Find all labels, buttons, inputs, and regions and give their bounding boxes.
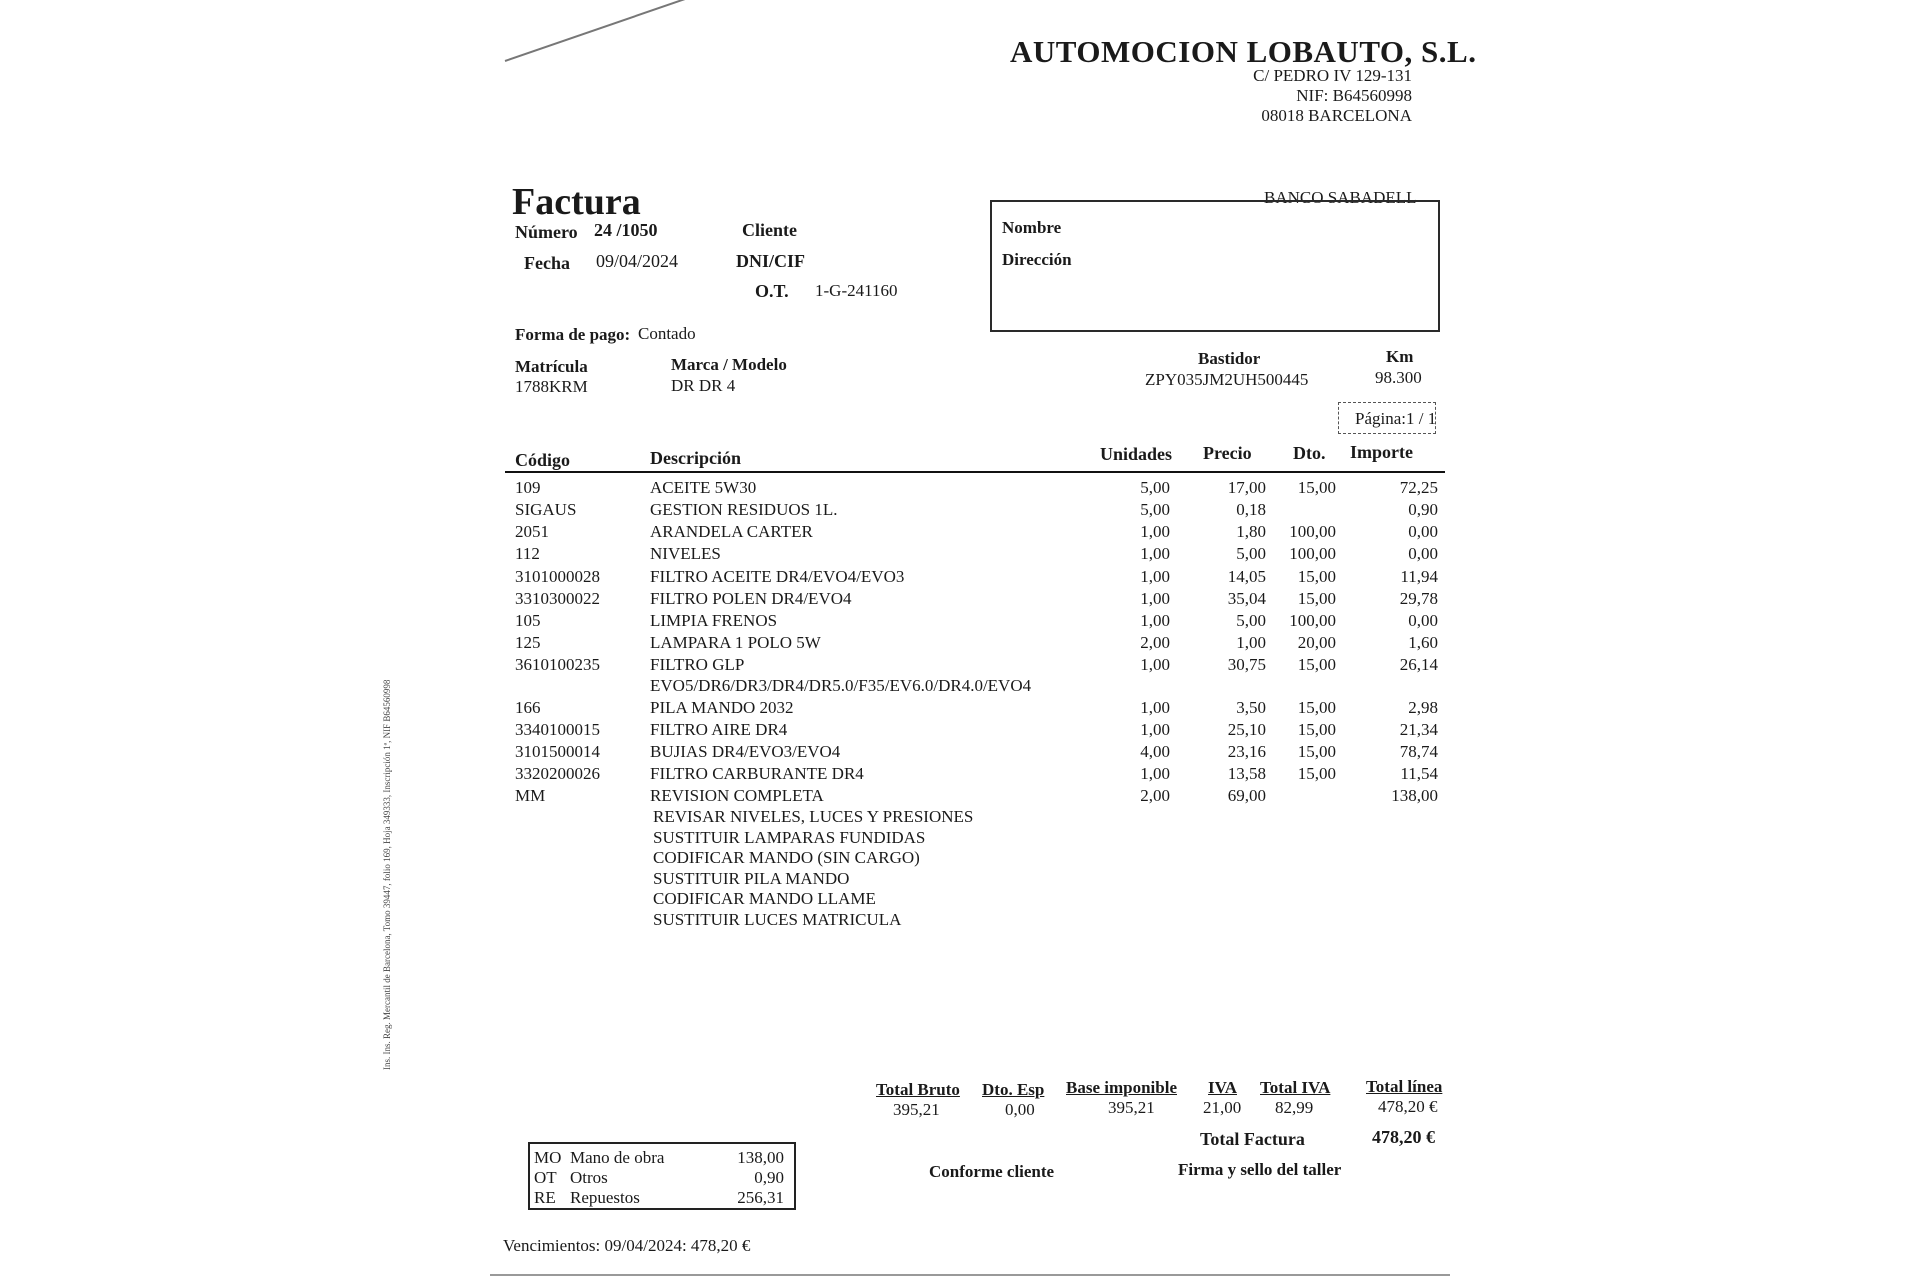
cell-dto: 15,00 [1297, 742, 1336, 761]
header-unidades: Unidades [1100, 444, 1173, 464]
cell-descripcion: LIMPIA FRENOS [650, 611, 778, 630]
page-label: Página:1 / 1 [1355, 409, 1437, 428]
cell-unidades: 5,00 [1140, 478, 1170, 497]
company-nif: NIF: B64560998 [1296, 86, 1412, 105]
cell-dto: 100,00 [1289, 522, 1336, 541]
total-factura-label: Total Factura [1200, 1129, 1305, 1149]
cell-unidades: 1,00 [1140, 764, 1170, 783]
nombre-label: Nombre [1002, 218, 1062, 237]
cell-dto: 15,00 [1297, 567, 1336, 586]
cell-unidades: 2,00 [1140, 633, 1170, 652]
matricula-value: 1788KRM [515, 377, 588, 396]
cell-descripcion: REVISION COMPLETA [650, 786, 824, 805]
cell-unidades: 5,00 [1140, 500, 1170, 519]
cell-precio: 5,00 [1236, 544, 1266, 563]
marca-label: Marca / Modelo [671, 355, 787, 374]
note-line: REVISAR NIVELES, LUCES Y PRESIONES [653, 807, 974, 826]
base-imponible-label: Base imponible [1066, 1078, 1177, 1097]
total-linea-value: 478,20 € [1378, 1097, 1438, 1116]
cell-unidades: 1,00 [1140, 522, 1170, 541]
cell-descripcion: FILTRO POLEN DR4/EVO4 [650, 589, 852, 608]
note-line: SUSTITUIR PILA MANDO [653, 868, 850, 888]
cell-importe: 0,00 [1408, 544, 1438, 563]
bastidor-label: Bastidor [1198, 349, 1261, 368]
cell-descripcion: NIVELES [650, 544, 721, 563]
total-bruto-value: 395,21 [893, 1100, 940, 1119]
cell-unidades: 1,00 [1140, 611, 1170, 630]
cell-unidades: 1,00 [1140, 544, 1170, 563]
cell-importe: 0,90 [1408, 500, 1438, 519]
bank-name: BANCO SABADELL [1264, 188, 1417, 207]
cell-precio: 5,00 [1236, 611, 1266, 630]
cell-codigo: 3340100015 [515, 720, 600, 739]
summary-value: 0,90 [754, 1168, 784, 1187]
total-factura-value: 478,20 € [1372, 1127, 1435, 1147]
cell-descripcion: GESTION RESIDUOS 1L. [650, 500, 838, 519]
cell-importe: 11,54 [1400, 764, 1438, 783]
cell-descripcion: FILTRO AIRE DR4 [650, 720, 788, 739]
numero-value: 24 /1050 [594, 220, 658, 240]
note-line: CODIFICAR MANDO LLAME [653, 889, 876, 908]
summary-value: 256,31 [737, 1188, 784, 1207]
cell-descripcion: FILTRO ACEITE DR4/EVO4/EVO3 [650, 567, 905, 586]
cell-unidades: 1,00 [1140, 589, 1170, 608]
vencimientos: Vencimientos: 09/04/2024: 478,20 € [503, 1236, 751, 1255]
company-street: C/ PEDRO IV 129-131 [1253, 66, 1412, 85]
cell-dto: 100,00 [1289, 611, 1336, 630]
cell-unidades: 1,00 [1140, 720, 1170, 739]
cell-unidades: 1,00 [1140, 655, 1170, 674]
cell-precio: 14,05 [1227, 567, 1266, 586]
cell-precio: 30,75 [1227, 655, 1266, 674]
ot-value: 1-G-241160 [815, 281, 898, 300]
cell-importe: 26,14 [1399, 655, 1438, 674]
cell-importe: 72,25 [1399, 478, 1438, 497]
cell-precio: 17,00 [1227, 478, 1266, 497]
fecha-label: Fecha [524, 253, 570, 273]
cell-dto: 15,00 [1297, 698, 1336, 717]
cell-codigo: 112 [515, 544, 540, 563]
cell-unidades: 1,00 [1140, 698, 1170, 717]
cell-dto: 15,00 [1297, 478, 1336, 497]
cell-descripcion: ACEITE 5W30 [650, 478, 757, 497]
header-rule [505, 471, 1445, 473]
header-codigo: Código [515, 450, 571, 470]
cell-descripcion: LAMPARA 1 POLO 5W [650, 633, 821, 652]
note-line: SUSTITUIR LUCES MATRICULA [653, 909, 902, 929]
cell-dto: 15,00 [1297, 589, 1336, 608]
summary-label: Mano de obra [570, 1148, 665, 1167]
cell-precio: 25,10 [1227, 720, 1266, 739]
company-city: 08018 BARCELONA [1261, 106, 1412, 125]
summary-label: Otros [570, 1168, 608, 1187]
summary-box [528, 1142, 796, 1210]
cell-dto: 15,00 [1297, 764, 1336, 783]
direccion-label: Dirección [1002, 250, 1072, 269]
header-dto: Dto. [1293, 443, 1326, 463]
cell-dto: 15,00 [1297, 655, 1336, 674]
cell-codigo: 3310300022 [515, 589, 600, 608]
cell-codigo: 166 [515, 698, 541, 717]
cell-codigo: 3610100235 [515, 655, 600, 674]
cell-codigo: 125 [515, 633, 541, 652]
summary-code: OT [534, 1168, 557, 1187]
invoice-title: Factura [512, 181, 641, 223]
base-imponible-value: 395,21 [1108, 1098, 1155, 1117]
header-importe: Importe [1350, 442, 1413, 462]
cell-descripcion: FILTRO GLP [650, 655, 745, 674]
cell-precio: 1,80 [1236, 522, 1266, 541]
header-descripcion: Descripción [650, 448, 741, 468]
forma-pago-value: Contado [638, 324, 696, 343]
cell-codigo: 3320200026 [515, 764, 600, 783]
cell-dto: 15,00 [1297, 720, 1336, 739]
cell-descripcion: ARANDELA CARTER [650, 522, 813, 541]
ot-label: O.T. [755, 281, 789, 301]
total-linea-label: Total línea [1366, 1077, 1443, 1096]
cell-unidades: 1,00 [1140, 567, 1170, 586]
cell-codigo: SIGAUS [515, 500, 577, 519]
registry-side-text: Ins. Ins. Reg. Mercantil de Barcelona, Tomo 39447, folio 169, Hoja 349333, Inscripción 1ª, NIF B64560998 [382, 679, 392, 1070]
note-line: CODIFICAR MANDO (SIN CARGO) [653, 848, 920, 867]
forma-pago-label: Forma de pago: [515, 325, 631, 344]
dni-label: DNI/CIF [736, 251, 806, 271]
cell-importe: 2,98 [1408, 698, 1438, 717]
cell-importe: 21,34 [1399, 720, 1438, 739]
cell-importe: 11,94 [1400, 567, 1438, 586]
cell-descripcion: PILA MANDO 2032 [650, 698, 794, 717]
fecha-value: 09/04/2024 [596, 251, 679, 271]
cell-codigo: 2051 [515, 522, 549, 541]
total-iva-label: Total IVA [1260, 1078, 1331, 1097]
firma-taller-label: Firma y sello del taller [1178, 1160, 1342, 1179]
cell-codigo: MM [515, 786, 546, 805]
dto-esp-value: 0,00 [1005, 1100, 1035, 1119]
note-line: SUSTITUIR LAMPARAS FUNDIDAS [653, 827, 926, 847]
cell-codigo: 3101000028 [515, 567, 600, 586]
cell-precio: 1,00 [1236, 633, 1266, 652]
marca-value: DR DR 4 [671, 376, 736, 395]
dto-esp-label: Dto. Esp [982, 1080, 1045, 1099]
cell-codigo: 105 [515, 611, 541, 630]
cell-precio: 0,18 [1236, 500, 1266, 519]
cell-importe: 0,00 [1408, 611, 1438, 630]
pen-stroke [505, 0, 714, 62]
summary-label: Repuestos [570, 1188, 640, 1207]
numero-label: Número [515, 222, 578, 242]
summary-code: RE [534, 1188, 556, 1207]
bastidor-value: ZPY035JM2UH500445 [1145, 370, 1309, 389]
cell-importe: 1,60 [1408, 633, 1438, 652]
cell-codigo: 109 [515, 478, 541, 497]
km-value: 98.300 [1375, 368, 1422, 387]
cell-dto: 20,00 [1297, 633, 1336, 652]
cell-descripcion: EVO5/DR6/DR3/DR4/DR5.0/F35/EV6.0/DR4.0/EVO4 [650, 676, 1032, 695]
cell-precio: 3,50 [1236, 698, 1266, 717]
company-name: AUTOMOCION LOBAUTO, S.L. [1010, 34, 1477, 69]
total-iva-value: 82,99 [1275, 1098, 1314, 1117]
cell-importe: 29,78 [1399, 589, 1438, 608]
cell-precio: 35,04 [1227, 589, 1266, 608]
client-box [990, 200, 1440, 332]
cell-importe: 138,00 [1391, 786, 1438, 805]
km-label: Km [1386, 347, 1414, 366]
cell-descripcion: BUJIAS DR4/EVO3/EVO4 [650, 742, 841, 761]
summary-value: 138,00 [737, 1148, 784, 1167]
cell-descripcion: FILTRO CARBURANTE DR4 [650, 764, 864, 783]
cell-importe: 0,00 [1408, 522, 1438, 541]
summary-code: MO [534, 1148, 562, 1167]
cell-precio: 13,58 [1227, 764, 1266, 783]
cell-unidades: 2,00 [1140, 786, 1170, 805]
iva-value: 21,00 [1203, 1098, 1242, 1117]
matricula-label: Matrícula [515, 357, 588, 376]
page-indicator-box [1338, 402, 1436, 434]
total-bruto-label: Total Bruto [876, 1080, 960, 1099]
cliente-label: Cliente [742, 220, 797, 240]
cell-unidades: 4,00 [1140, 742, 1170, 761]
iva-label: IVA [1208, 1078, 1237, 1097]
conforme-cliente-label: Conforme cliente [929, 1162, 1055, 1181]
header-precio: Precio [1203, 443, 1252, 463]
cell-codigo: 3101500014 [515, 742, 600, 761]
cell-importe: 78,74 [1399, 742, 1438, 761]
cell-dto: 100,00 [1289, 544, 1336, 563]
cell-precio: 23,16 [1227, 742, 1266, 761]
cell-precio: 69,00 [1227, 786, 1266, 805]
